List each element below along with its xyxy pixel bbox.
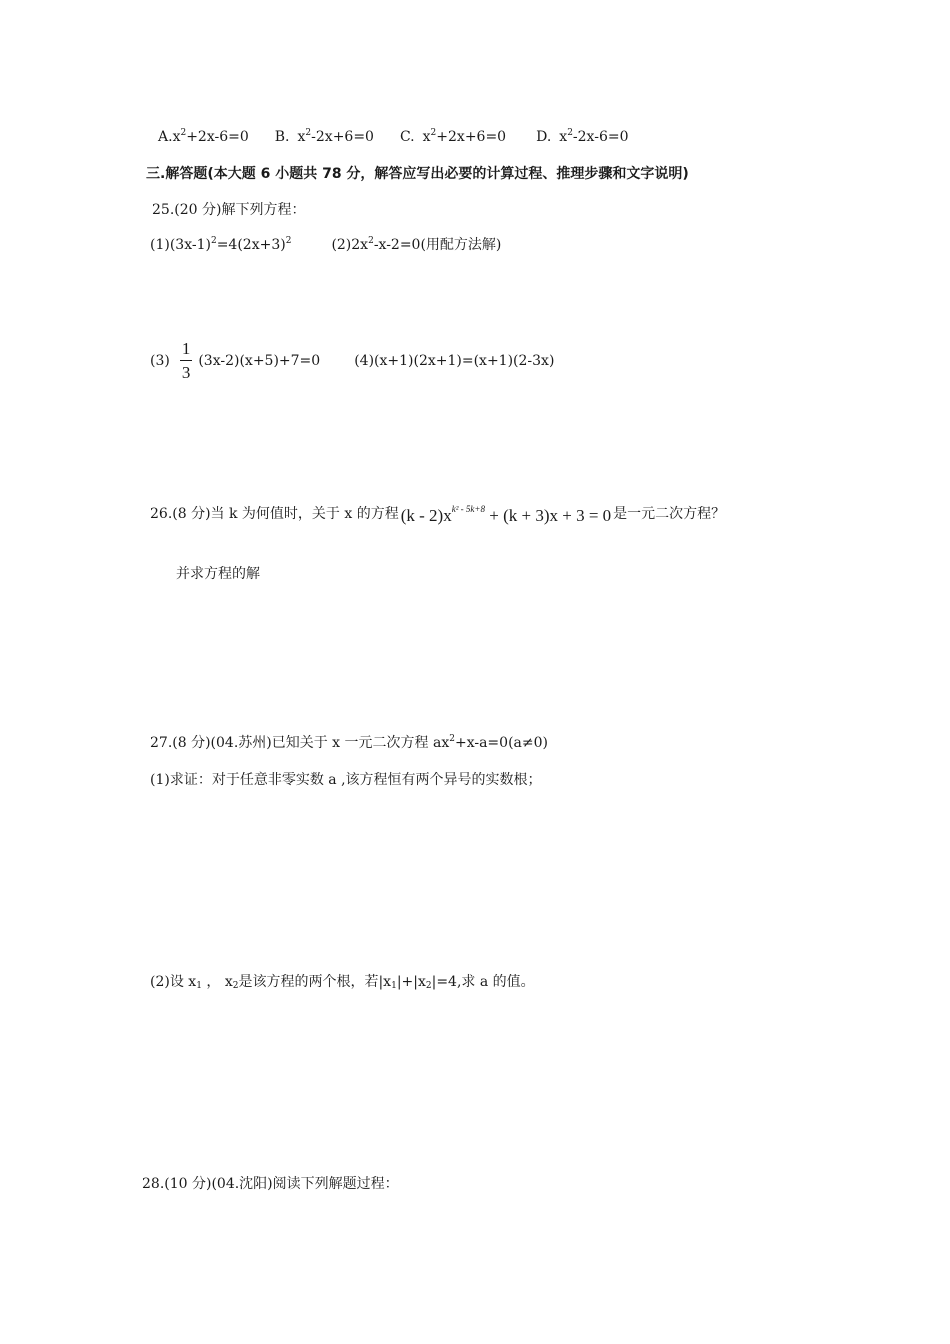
- option-d: D. $x^2-2x-6=0$: [536, 128, 629, 145]
- q28-stem: 28.(10 分)(04.沈阳)阅读下列解题过程：: [142, 1176, 399, 1192]
- q27-part-1: (1)求证：对于任意非零实数 a ,该方程恒有两个异号的实数根；: [150, 772, 542, 788]
- q25-part-4: (4)(x+1)(2x+1)=(x+1)(2-3x): [354, 353, 555, 369]
- q25-part-3: (3) $\frac{1}{3}$ (3x-2)(x+5)+7=0: [150, 339, 321, 382]
- q25-stem: 25.(20 分)解下列方程：: [152, 202, 306, 218]
- q27-part-2: (2)设 $x_1$ ， $x_2$是该方程的两个根，若$|x_1|+|x_2|=4$,求 a 的值。: [150, 974, 535, 991]
- q27-stem: 27.(8 分)(04.苏州)已知关于 x 一元二次方程 $ax^2+x-a=0(a\ne 0)$: [150, 734, 548, 751]
- q25-parts-3-4: [150, 338, 554, 384]
- q25-parts-1-2: [150, 235, 501, 255]
- q26-equation: $(k - 2)x^{k^2 - 5k+8} + (k + 3)x + 3 = 0$: [400, 504, 612, 525]
- q26-line2: 并求方程的解: [176, 566, 260, 582]
- q25-part-1: $(1)(3x-1)^2=4(2x+3)^2$: [150, 236, 292, 253]
- fraction-one-third: $\frac{1}{3}$: [181, 339, 191, 382]
- option-b: B. $x^2-2x+6=0$: [274, 128, 374, 145]
- q25-part-2: $(2)2x^2-x-2=0$(用配方法解): [331, 236, 502, 253]
- option-c: C. $x^2+2x+6=0$: [399, 128, 507, 145]
- option-a: $A.x^2+2x-6=0$: [158, 128, 249, 145]
- q26-stem: 26.(8 分)当 k 为何值时，关于 x 的方程 $(k - 2)x^{k^2 - 5k+8} + (k + 3)x + 3 = 0$ 是一元二次方程？: [150, 500, 725, 530]
- q24-options: [158, 127, 628, 147]
- section-heading: 三.解答题(本大题 6 小题共 78 分，解答应写出必要的计算过程、推理步骤和文字说明): [146, 166, 689, 182]
